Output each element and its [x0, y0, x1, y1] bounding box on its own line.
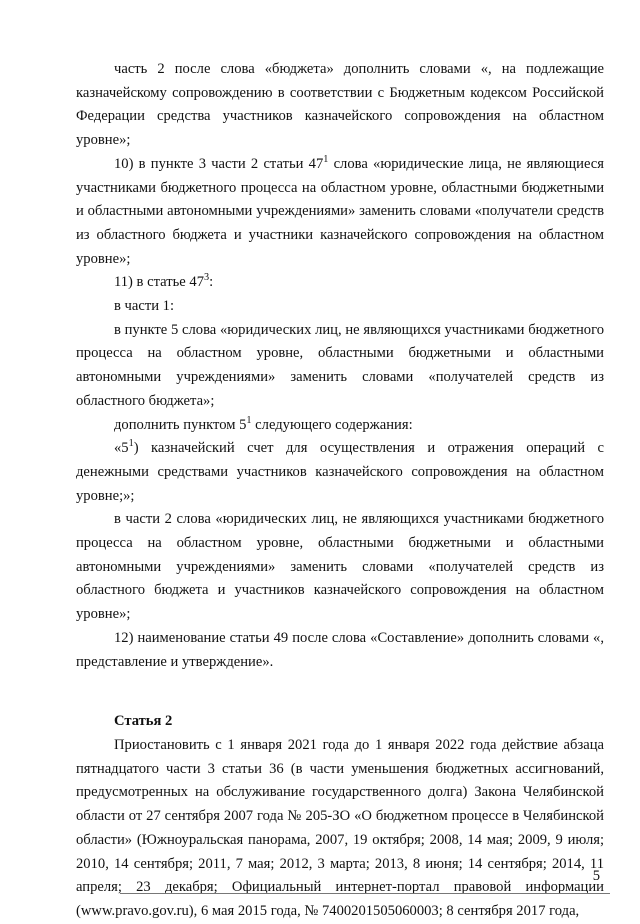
paragraph-add-point: [76, 414, 604, 438]
paragraph-item-11-end: :: [209, 274, 214, 291]
superscript-1c: 1: [128, 438, 134, 450]
paragraph-item-11: [76, 271, 604, 295]
spacer: [76, 674, 604, 710]
page-number: 5: [592, 868, 600, 884]
paragraph-item-11-start: 11) в статье 47: [114, 274, 204, 291]
paragraph-item-10-start: 10) в пункте 3 части 2 статьи 47: [114, 155, 324, 172]
bottom-divider: [120, 893, 610, 894]
article-heading: Статья 2: [114, 713, 173, 730]
document-body: [76, 58, 604, 924]
paragraph-point5: в пункте 5 слова «юридических лиц, не являющихся участниками бюджетного процесса на областном уровне, областными бюджетными и областными автономными учреждениями» заменить словами «получателей средств из областного бюджета»;: [76, 321, 604, 409]
paragraph-article2: Приостановить с 1 января 2021 года до 1 января 2022 года действие абзаца пятнадцатого части 3 статьи 36 (в части уменьшения бюджетных ассигнований, предусмотренных на обслуживание государственного долга) Закона Челябинской области от 27 сентября 2007 года № 205-ЗО «О бюджетном процессе в Челябинской области» (Южноуральская панорама, 2007, 19 октября; 2008, 14 мая; 2009, 9 июля; 2010, 14 сентября; 2011, 7 мая; 2012, 3 марта; 2013, 8 июня; 14 сентября; 2014, 11 апреля; 23 декабря; Официальный интернет-портал правовой информации (www.pravo.gov.ru), 6 мая 2015 года, № 7400201505060003; 8 сентября 2017 года,: [76, 736, 604, 919]
superscript-3: 3: [204, 272, 210, 284]
paragraph-part1-intro: в части 1:: [114, 298, 175, 315]
superscript-1b: 1: [246, 414, 252, 426]
paragraph-part2: в части 2 слова «юридических лиц, не являющихся участниками бюджетного процесса на областном уровне, областными бюджетными и областными автономными учреждениями» заменить словами «получателей средств из областного бюджета и участников казначейского сопровождения на областном уровне»;: [76, 511, 604, 623]
paragraph-new-point-start: «5: [114, 440, 129, 457]
paragraph-item-12: 12) наименование статьи 49 после слова «Составление» дополнить словами «, представление и утверждение».: [76, 629, 604, 670]
paragraph-item-10: [76, 153, 604, 272]
paragraph-add-point-start: дополнить пунктом 5: [114, 416, 247, 433]
paragraph-item-10-end: слова «юридические лица, не являющиеся участниками бюджетного процесса на областном уровне, областными бюджетными и областными автономными учреждениями» заменить словами «получатели средств из областного бюджета и участники казначейского сопровождения на областном уровне»;: [76, 155, 604, 267]
paragraph-new-point-end: ) казначейский счет для осуществления и отражения операций с денежными средствами участников казначейского сопровождения на областном уровне;»;: [76, 440, 604, 504]
paragraph-new-point-5-1: [76, 437, 604, 508]
superscript-1: 1: [323, 153, 329, 165]
paragraph-part2-addition: часть 2 после слова «бюджета» дополнить словами «, на подлежащие казначейскому сопровождению в соответствии с Бюджетным кодексом Российской Федерации средства участников казначейского сопровождения на областном уровне»;: [76, 61, 604, 149]
paragraph-add-point-end: следующего содержания:: [251, 416, 413, 433]
